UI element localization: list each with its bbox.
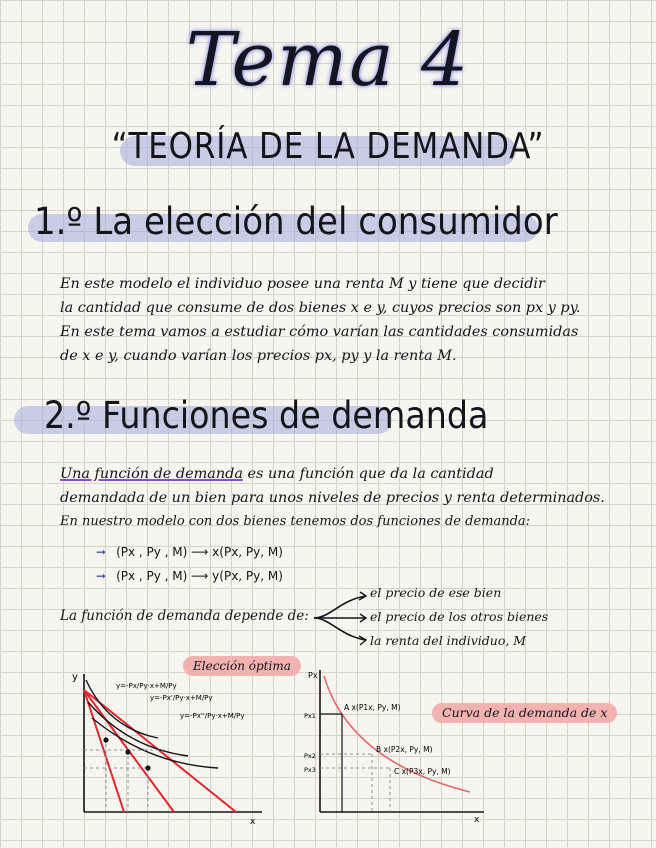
- page-subtitle: “TEORÍA DE LA DEMANDA”: [111, 126, 545, 167]
- section2-paragraph: [60, 462, 608, 534]
- demand-curve-graph: [300, 662, 490, 826]
- price-tick-1: Px1: [304, 712, 316, 720]
- section2-line-1-rest: es una función que da la cantidad: [242, 466, 494, 482]
- section2-line-1: [60, 462, 608, 486]
- price-tick-3: Px3: [304, 766, 316, 774]
- point-c-label: C x(P3x, Py, M): [394, 767, 451, 776]
- demand-curve-tag: Curva de la demanda de x: [432, 703, 617, 723]
- demand-map-x: [96, 542, 283, 562]
- demand-function-term: Una función de demanda: [60, 466, 243, 482]
- depends-item-1: el precio de ese bien: [370, 585, 502, 600]
- arrow-icon: ➞: [96, 569, 107, 583]
- demand-map-y-text: (Px , Py , M) ⟶ y(Px, Py, M): [116, 569, 283, 583]
- section1-paragraph: [60, 272, 608, 368]
- section1-line-3: En este tema vamos a estudiar cómo varían las cantidades consumidas: [60, 324, 579, 340]
- depends-item-3: la renta del individuo, M: [370, 633, 527, 648]
- section2-heading: 2.º Funciones de demanda: [44, 394, 489, 437]
- right-xlabel: x: [474, 815, 480, 825]
- depends-item-2: el precio de los otros bienes: [370, 609, 549, 624]
- right-ylabel: Px: [308, 671, 318, 680]
- price-tick-2: Px2: [304, 752, 316, 760]
- section1-heading: 1.º La elección del consumidor: [34, 200, 558, 243]
- section1-line-4: de x e y, cuando varían los precios px, py y la renta M.: [60, 348, 457, 364]
- left-ylabel: y: [72, 672, 78, 683]
- section1-line-1: En este modelo el individuo posee una renta M y tiene que decidir: [60, 276, 545, 292]
- depends-arrows: [310, 590, 370, 646]
- section1-line-2: la cantidad que consume de dos bienes x e y, cuyos precios son px y py.: [60, 300, 581, 316]
- section2-line-3: En nuestro modelo con dos bienes tenemos dos funciones de demanda:: [60, 514, 531, 529]
- budget-eq-1: y=-Px/Py·x+M/Py: [116, 682, 177, 690]
- point-b-label: B x(P2x, Py, M): [376, 745, 433, 754]
- depends-label: La función de demanda depende de:: [60, 608, 309, 624]
- point-a-label: A x(P1x, Py, M): [344, 703, 401, 712]
- optimal-choice-tag: Elección óptima: [183, 656, 301, 676]
- demand-map-x-text: (Px , Py , M) ⟶ x(Px, Py, M): [116, 545, 283, 559]
- budget-eq-2: y=-Px'/Py·x+M/Py: [150, 694, 213, 702]
- page-title: Tema 4: [185, 17, 471, 103]
- section2-line-2: demandada de un bien para unos niveles de precios y renta determinados.: [60, 490, 605, 506]
- budget-lines-graph: [68, 668, 268, 828]
- arrow-icon: ➞: [96, 545, 107, 559]
- left-xlabel: x: [250, 817, 256, 827]
- budget-eq-3: y=-Px''/Py·x+M/Py: [180, 712, 245, 720]
- demand-map-y: [96, 566, 283, 586]
